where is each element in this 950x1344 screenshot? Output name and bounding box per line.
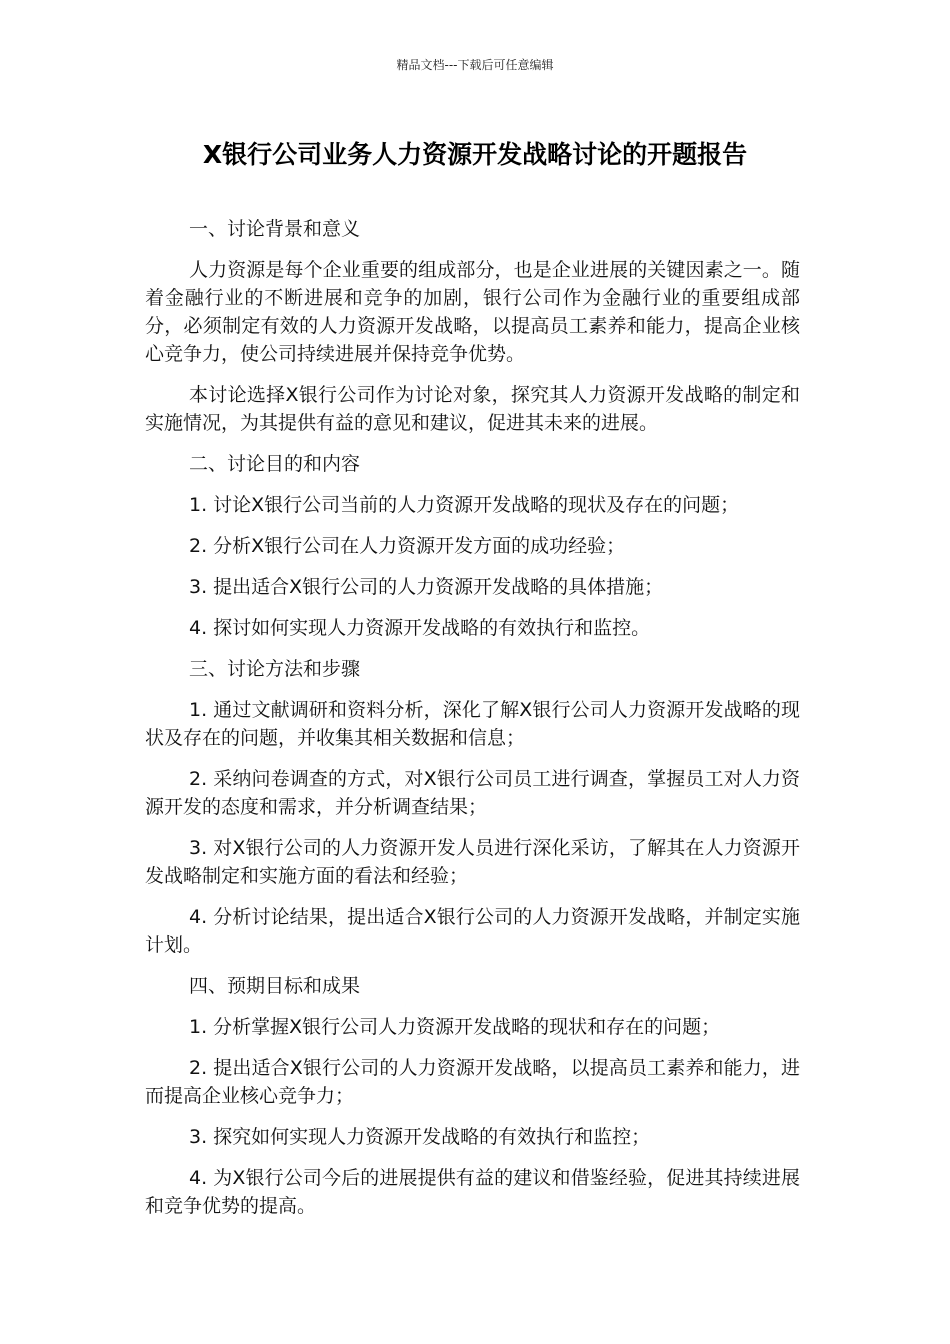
list-item-purpose-4: 4. 探讨如何实现人力资源开发战略的有效执行和监控。: [189, 617, 651, 639]
paragraph-background-1: 人力资源是每个企业重要的组成部分，也是企业进展的关键因素之一。随着金融行业的不断进展和竞争的加剧，银行公司作为金融行业的重要组成部分，必须制定有效的人力资源开发战略，以提高员工素养和能力，提高企业核心竞争力，使公司持续进展并保持竞争优势。: [145, 259, 800, 365]
list-item-method-1: 1. 通过文献调研和资料分析，深化了解X银行公司人力资源开发战略的现状及存在的问题，并收集其相关数据和信息；: [145, 699, 800, 749]
section-heading-goals: 四、预期目标和成果: [189, 975, 361, 997]
list-item-purpose-1: 1. 讨论X银行公司当前的人力资源开发战略的现状及存在的问题；: [189, 494, 740, 516]
section-heading-background: 一、讨论背景和意义: [189, 218, 361, 240]
list-item-goals-1: 1. 分析掌握X银行公司人力资源开发战略的现状和存在的问题；: [189, 1016, 721, 1038]
paragraph-background-2: 本讨论选择X银行公司作为讨论对象，探究其人力资源开发战略的制定和实施情况，为其提供有益的意见和建议，促进其未来的进展。: [145, 384, 800, 434]
list-item-purpose-3: 3. 提出适合X银行公司的人力资源开发战略的具体措施；: [189, 576, 664, 598]
page-header-watermark: 精品文档---下载后可任意编辑: [396, 58, 554, 72]
section-heading-method: 三、讨论方法和步骤: [189, 658, 361, 680]
list-item-purpose-2: 2. 分析X银行公司在人力资源开发方面的成功经验；: [189, 535, 626, 557]
list-item-method-3: 3. 对X银行公司的人力资源开发人员进行深化采访，了解其在人力资源开发战略制定和实施方面的看法和经验；: [145, 837, 800, 887]
list-item-method-4: 4. 分析讨论结果，提出适合X银行公司的人力资源开发战略，并制定实施计划。: [145, 906, 800, 956]
section-heading-purpose: 二、讨论目的和内容: [189, 453, 361, 475]
document-title: X银行公司业务人力资源开发战略讨论的开题报告: [202, 140, 748, 169]
list-item-goals-2: 2. 提出适合X银行公司的人力资源开发战略，以提高员工素养和能力，进而提高企业核心竞争力；: [145, 1057, 800, 1107]
list-item-goals-4: 4. 为X银行公司今后的进展提供有益的建议和借鉴经验，促进其持续进展和竞争优势的提高。: [145, 1167, 800, 1217]
list-item-goals-3: 3. 探究如何实现人力资源开发战略的有效执行和监控；: [189, 1126, 651, 1148]
document-body: [145, 215, 800, 1233]
list-item-method-2: 2. 采纳问卷调查的方式，对X银行公司员工进行调查，掌握员工对人力资源开发的态度和需求，并分析调查结果；: [145, 768, 800, 818]
